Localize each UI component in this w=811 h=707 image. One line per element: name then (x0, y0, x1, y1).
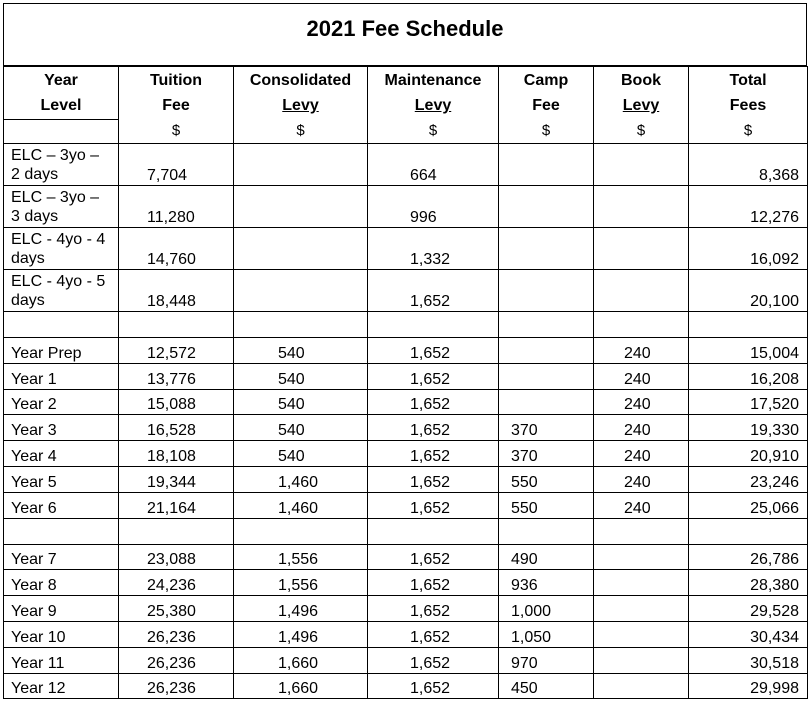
spacer-row (4, 312, 808, 338)
book-cell (594, 673, 689, 699)
column-header (234, 67, 368, 120)
tuition-cell: 19,344 (119, 466, 234, 492)
level-cell: Year 9 (4, 596, 119, 622)
level-cell: Year 8 (4, 570, 119, 596)
maintenance-cell: 1,652 (368, 270, 499, 312)
fee-schedule-document (3, 3, 807, 699)
column-header (499, 67, 594, 120)
consolidated-cell (234, 186, 368, 228)
tuition-cell: 23,088 (119, 544, 234, 570)
table-row (4, 647, 808, 673)
book-cell: 240 (594, 466, 689, 492)
maintenance-cell: 1,652 (368, 415, 499, 441)
consolidated-cell: 540 (234, 363, 368, 389)
column-header (119, 67, 234, 120)
camp-cell (499, 144, 594, 186)
column-header-line1: Camp (523, 72, 569, 90)
camp-cell: 1,050 (499, 621, 594, 647)
maintenance-cell: 1,652 (368, 466, 499, 492)
maintenance-cell: 1,652 (368, 441, 499, 467)
column-header-line2: Levy (414, 97, 452, 115)
empty-cell (4, 312, 119, 338)
column-header-line2: Level (40, 97, 82, 114)
total-cell: 16,092 (689, 228, 808, 270)
column-header-line2: Fee (162, 97, 190, 115)
currency-cell: $ (234, 120, 368, 144)
maintenance-cell: 1,652 (368, 492, 499, 518)
total-cell: 25,066 (689, 492, 808, 518)
total-cell: 20,100 (689, 270, 808, 312)
column-header-line2: Levy (282, 97, 319, 115)
tuition-cell: 7,704 (119, 144, 234, 186)
book-cell (594, 570, 689, 596)
table-row (4, 363, 808, 389)
maintenance-cell: 1,652 (368, 363, 499, 389)
consolidated-cell (234, 144, 368, 186)
maintenance-cell: 664 (368, 144, 499, 186)
empty-cell (234, 312, 368, 338)
level-cell: Year 5 (4, 466, 119, 492)
camp-cell: 490 (499, 544, 594, 570)
book-cell (594, 621, 689, 647)
camp-cell: 1,000 (499, 596, 594, 622)
consolidated-cell: 1,660 (234, 647, 368, 673)
tuition-cell: 11,280 (119, 186, 234, 228)
total-cell: 30,518 (689, 647, 808, 673)
tuition-cell: 12,572 (119, 338, 234, 364)
maintenance-cell: 1,652 (368, 673, 499, 699)
tuition-cell: 16,528 (119, 415, 234, 441)
consolidated-cell: 1,460 (234, 466, 368, 492)
empty-cell (594, 312, 689, 338)
table-row (4, 415, 808, 441)
header-row (4, 67, 808, 120)
total-cell: 23,246 (689, 466, 808, 492)
tuition-cell: 15,088 (119, 389, 234, 415)
level-cell: ELC - 4yo - 4 days (4, 228, 119, 270)
table-row (4, 544, 808, 570)
camp-cell (499, 363, 594, 389)
consolidated-cell (234, 270, 368, 312)
consolidated-cell: 1,496 (234, 621, 368, 647)
maintenance-cell: 996 (368, 186, 499, 228)
spacer-row (4, 518, 808, 544)
consolidated-cell: 540 (234, 389, 368, 415)
maintenance-cell: 1,652 (368, 596, 499, 622)
book-cell: 240 (594, 441, 689, 467)
total-cell: 30,434 (689, 621, 808, 647)
camp-cell (499, 186, 594, 228)
level-cell: Year 10 (4, 621, 119, 647)
maintenance-cell: 1,652 (368, 570, 499, 596)
fee-table-body (4, 144, 808, 699)
page-title: 2021 Fee Schedule (306, 16, 504, 41)
level-cell: ELC – 3yo – 3 days (4, 186, 119, 228)
camp-cell (499, 228, 594, 270)
table-row (4, 596, 808, 622)
tuition-cell: 26,236 (119, 621, 234, 647)
book-cell (594, 228, 689, 270)
currency-cell: $ (594, 120, 689, 144)
table-row (4, 441, 808, 467)
level-cell: Year 2 (4, 389, 119, 415)
empty-cell (368, 518, 499, 544)
camp-cell (499, 389, 594, 415)
camp-cell (499, 270, 594, 312)
table-row (4, 338, 808, 364)
table-row (4, 621, 808, 647)
book-cell: 240 (594, 363, 689, 389)
total-cell: 17,520 (689, 389, 808, 415)
table-row (4, 492, 808, 518)
camp-cell: 936 (499, 570, 594, 596)
table-row (4, 270, 808, 312)
tuition-cell: 24,236 (119, 570, 234, 596)
column-header-line1: Book (621, 72, 661, 90)
column-header-line2: Levy (622, 97, 660, 115)
tuition-cell: 18,108 (119, 441, 234, 467)
column-header-line1: Year (44, 72, 78, 89)
consolidated-cell: 1,660 (234, 673, 368, 699)
column-header (689, 67, 808, 120)
consolidated-cell: 1,496 (234, 596, 368, 622)
maintenance-cell: 1,652 (368, 621, 499, 647)
level-cell: Year 11 (4, 647, 119, 673)
book-cell: 240 (594, 492, 689, 518)
maintenance-cell: 1,652 (368, 544, 499, 570)
level-cell: Year 1 (4, 363, 119, 389)
column-header-line2: Fees (729, 97, 767, 115)
camp-cell: 450 (499, 673, 594, 699)
table-row (4, 186, 808, 228)
consolidated-cell: 1,460 (234, 492, 368, 518)
consolidated-cell (234, 228, 368, 270)
level-cell: Year 3 (4, 415, 119, 441)
fee-table (3, 66, 808, 699)
column-header-line2: Fee (532, 97, 560, 115)
level-cell: Year 6 (4, 492, 119, 518)
table-row (4, 466, 808, 492)
total-cell: 26,786 (689, 544, 808, 570)
total-cell: 29,528 (689, 596, 808, 622)
camp-cell: 370 (499, 415, 594, 441)
total-cell: 29,998 (689, 673, 808, 699)
maintenance-cell: 1,652 (368, 647, 499, 673)
empty-cell (499, 312, 594, 338)
total-cell: 12,276 (689, 186, 808, 228)
column-header-line1: Consolidated (249, 72, 352, 90)
maintenance-cell: 1,332 (368, 228, 499, 270)
empty-cell (368, 312, 499, 338)
currency-cell: $ (499, 120, 594, 144)
level-cell: Year 4 (4, 441, 119, 467)
table-row (4, 570, 808, 596)
column-header-line1: Maintenance (384, 72, 482, 90)
tuition-cell: 14,760 (119, 228, 234, 270)
total-cell: 19,330 (689, 415, 808, 441)
maintenance-cell: 1,652 (368, 389, 499, 415)
currency-cell (4, 120, 119, 144)
level-cell: Year 12 (4, 673, 119, 699)
book-cell (594, 186, 689, 228)
tuition-cell: 18,448 (119, 270, 234, 312)
consolidated-cell: 540 (234, 338, 368, 364)
total-cell: 20,910 (689, 441, 808, 467)
camp-cell: 550 (499, 466, 594, 492)
level-cell: Year Prep (4, 338, 119, 364)
column-header (594, 67, 689, 120)
book-cell (594, 144, 689, 186)
consolidated-cell: 540 (234, 441, 368, 467)
table-row (4, 228, 808, 270)
book-cell (594, 544, 689, 570)
camp-cell (499, 338, 594, 364)
empty-cell (689, 518, 808, 544)
book-cell (594, 270, 689, 312)
level-cell: ELC – 3yo – 2 days (4, 144, 119, 186)
empty-cell (499, 518, 594, 544)
column-header (4, 67, 119, 120)
book-cell: 240 (594, 338, 689, 364)
table-row (4, 389, 808, 415)
empty-cell (4, 518, 119, 544)
column-header-line1: Tuition (149, 72, 203, 90)
book-cell: 240 (594, 415, 689, 441)
level-cell: Year 7 (4, 544, 119, 570)
camp-cell: 550 (499, 492, 594, 518)
book-cell (594, 596, 689, 622)
currency-cell: $ (368, 120, 499, 144)
empty-cell (234, 518, 368, 544)
book-cell (594, 647, 689, 673)
table-row (4, 144, 808, 186)
consolidated-cell: 540 (234, 415, 368, 441)
column-header-line1: Total (729, 72, 767, 90)
total-cell: 15,004 (689, 338, 808, 364)
title-box (3, 3, 807, 66)
tuition-cell: 26,236 (119, 647, 234, 673)
empty-cell (119, 312, 234, 338)
total-cell: 28,380 (689, 570, 808, 596)
currency-row (4, 120, 808, 144)
total-cell: 16,208 (689, 363, 808, 389)
total-cell: 8,368 (689, 144, 808, 186)
table-row (4, 673, 808, 699)
empty-cell (119, 518, 234, 544)
currency-cell: $ (689, 120, 808, 144)
book-cell: 240 (594, 389, 689, 415)
camp-cell: 370 (499, 441, 594, 467)
currency-cell: $ (119, 120, 234, 144)
tuition-cell: 25,380 (119, 596, 234, 622)
camp-cell: 970 (499, 647, 594, 673)
consolidated-cell: 1,556 (234, 544, 368, 570)
empty-cell (594, 518, 689, 544)
column-header (368, 67, 499, 120)
level-cell: ELC - 4yo - 5 days (4, 270, 119, 312)
tuition-cell: 13,776 (119, 363, 234, 389)
tuition-cell: 21,164 (119, 492, 234, 518)
tuition-cell: 26,236 (119, 673, 234, 699)
consolidated-cell: 1,556 (234, 570, 368, 596)
maintenance-cell: 1,652 (368, 338, 499, 364)
empty-cell (689, 312, 808, 338)
